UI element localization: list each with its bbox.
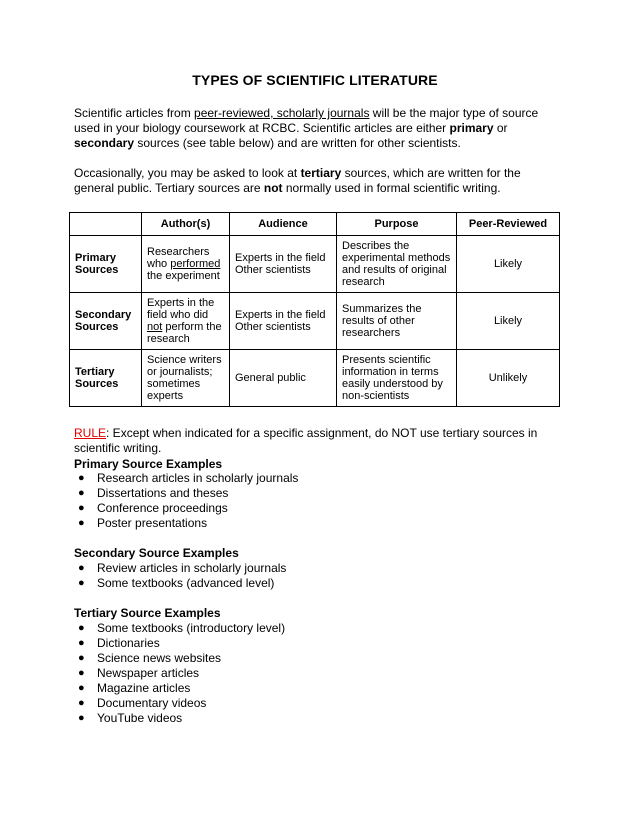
list-item [74, 666, 285, 681]
author-cell [142, 350, 230, 407]
purpose-cell: Describes the experimental methods and results of original research [337, 236, 457, 293]
table-header [70, 213, 142, 236]
intro-paragraph-2 [74, 166, 564, 196]
primary-emphasis: primary [449, 121, 494, 135]
bullet-icon: ● [78, 712, 85, 724]
secondary-examples-list [74, 561, 286, 591]
list-item-label: Dictionaries [97, 636, 160, 650]
table-header: Peer-Reviewed [457, 213, 560, 236]
table-header: Author(s) [142, 213, 230, 236]
table-header-row [70, 213, 560, 236]
primary-examples-list [74, 471, 298, 531]
purpose-cell: Presents scientific information in terms easily understood by non-scientists [337, 350, 457, 407]
bullet-icon: ● [78, 487, 85, 499]
bullet-icon: ● [78, 577, 85, 589]
bullet-icon: ● [78, 472, 85, 484]
literature-table [69, 212, 560, 407]
list-item [74, 651, 285, 666]
author-cell [142, 293, 230, 350]
list-item-label: Some textbooks (introductory level) [97, 621, 286, 635]
bullet-icon: ● [78, 622, 85, 634]
list-item [74, 516, 298, 531]
bullet-icon: ● [78, 697, 85, 709]
list-item-label: Review articles in scholarly journals [97, 561, 287, 575]
bullet-icon: ● [78, 652, 85, 664]
list-item [74, 621, 285, 636]
intro-text: or [493, 121, 508, 135]
not-emphasis: not [263, 181, 283, 195]
intro-text: sources, which are written for the general public. Tertiary sources are [74, 166, 521, 195]
section-heading: Secondary Source Examples [74, 546, 239, 560]
rule-label: RULE [74, 426, 107, 440]
list-item [74, 576, 286, 591]
list-item [74, 711, 285, 726]
list-item-label: Newspaper articles [97, 666, 200, 680]
author-underlined: performed [170, 258, 221, 270]
peer-reviewed-cell: Likely [457, 236, 560, 293]
list-item [74, 501, 298, 516]
author-text: Science writers or journalists; sometimes experts [147, 354, 222, 402]
author-text: perform the research [147, 321, 222, 345]
purpose-cell: Summarizes the results of other researchers [337, 293, 457, 350]
peer-reviewed-cell: Likely [457, 293, 560, 350]
rule-text: : Except when indicated for a specific assignment, do NOT use tertiary sources in scientific writing. [74, 426, 538, 455]
bullet-icon: ● [78, 517, 85, 529]
audience-cell: Experts in the field Other scientists [230, 293, 337, 350]
list-item [74, 486, 298, 501]
section-heading: Tertiary Source Examples [74, 606, 221, 620]
table-row [70, 293, 560, 350]
tertiary-examples-list [74, 621, 285, 726]
rule-paragraph [74, 426, 564, 456]
author-text: Experts in the field who did [147, 297, 215, 321]
list-item-label: Research articles in scholarly journals [97, 471, 299, 485]
bullet-icon: ● [78, 637, 85, 649]
bullet-icon: ● [78, 667, 85, 679]
list-item [74, 636, 285, 651]
source-type-cell: Tertiary Sources [70, 350, 142, 407]
table-header: Audience [230, 213, 337, 236]
bullet-icon: ● [78, 502, 85, 514]
list-item [74, 696, 285, 711]
author-cell [142, 236, 230, 293]
tertiary-emphasis: tertiary [300, 166, 342, 180]
intro-text: will be the major type of source used in your biology coursework at RCBC. Scientific articles are either [74, 106, 539, 135]
table-row [70, 236, 560, 293]
author-text: the experiment [147, 270, 220, 282]
list-item-label: Documentary videos [97, 696, 207, 710]
list-item-label: Some textbooks (advanced level) [97, 576, 275, 590]
peer-reviewed-journals-text: peer-reviewed, scholarly journals [194, 106, 370, 120]
list-item-label: Science news websites [97, 651, 222, 665]
section-heading: Primary Source Examples [74, 457, 223, 471]
list-item-label: Dissertations and theses [97, 486, 229, 500]
source-type-cell: Secondary Sources [70, 293, 142, 350]
table-row [70, 350, 560, 407]
bullet-icon: ● [78, 562, 85, 574]
intro-text: normally used in formal scientific writing. [282, 181, 501, 195]
audience-cell: General public [230, 350, 337, 407]
secondary-emphasis: secondary [74, 136, 135, 150]
intro-text: Scientific articles from [74, 106, 195, 120]
peer-reviewed-cell: Unlikely [457, 350, 560, 407]
author-underlined: not [147, 321, 163, 333]
intro-paragraph-1 [74, 106, 564, 151]
list-item [74, 471, 298, 486]
audience-cell: Experts in the field Other scientists [230, 236, 337, 293]
bullet-icon: ● [78, 682, 85, 694]
list-item-label: Conference proceedings [97, 501, 228, 515]
list-item [74, 681, 285, 696]
list-item [74, 561, 286, 576]
page-title: TYPES OF SCIENTIFIC LITERATURE [192, 72, 438, 88]
intro-text: sources (see table below) and are written for other scientists. [134, 136, 461, 150]
table-header: Purpose [337, 213, 457, 236]
source-type-cell: Primary Sources [70, 236, 142, 293]
intro-text: Occasionally, you may be asked to look at [74, 166, 301, 180]
list-item-label: YouTube videos [97, 711, 183, 725]
list-item-label: Magazine articles [97, 681, 191, 695]
list-item-label: Poster presentations [97, 516, 208, 530]
author-text: Researchers who [147, 246, 210, 270]
